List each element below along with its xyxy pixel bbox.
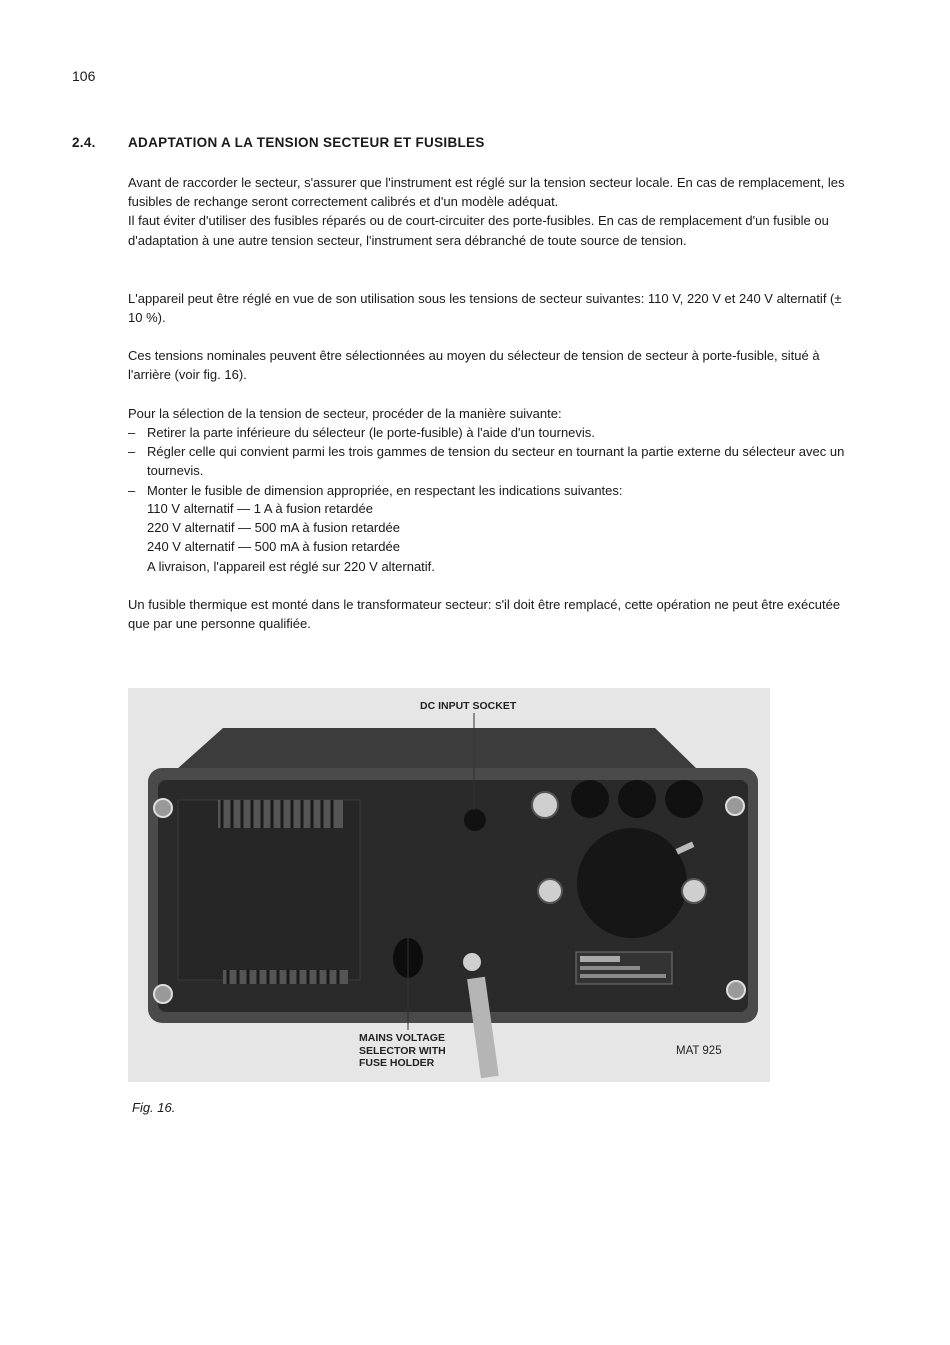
figure-caption: Fig. 16. [132,1100,176,1115]
rear-panel-photo [128,688,770,1082]
label-dc-input-socket: DC INPUT SOCKET [420,700,517,712]
paragraph-voltages: L'appareil peut être réglé en vue de son utilisation sous les tensions de secteur suivantes: 110 V, 220 V et 240 V alternatif (± 10 %). [128,291,842,326]
section-heading [72,135,485,150]
paragraph-procedure: Pour la sélection de la tension de secteur, procéder de la manière suivante: [128,406,562,421]
paragraph-intro-line2: Il faut éviter d'utiliser des fusibles réparés ou de court-circuiter des porte-fusibles. En cas de remplacement d'un fusible ou d'adaptation à une autre tension secteur, l'instrument sera débranché de toute source de tension. [128,213,829,248]
label-mains-line3: FUSE HOLDER [359,1057,435,1069]
instrument-rear-illustration [128,688,770,1082]
fuse-ratings [147,499,435,576]
paragraph-selector: Ces tensions nominales peuvent être sélectionnées au moyen du sélecteur de tension de secteur à porte-fusible, situé à l'arrière (voir fig. 16). [128,348,820,383]
section-title: ADAPTATION A LA TENSION SECTEUR ET FUSIBLES [128,135,485,150]
fuse-rating-220: 220 V alternatif — 500 mA à fusion retardée [147,520,400,536]
fuse-rating-110: 110 V alternatif — 1 A à fusion retardée [147,501,373,516]
label-mains-line2: SELECTOR WITH [359,1044,446,1057]
section-number: 2.4. [72,135,96,150]
paragraph-intro [128,173,848,250]
list-item: – Monter le fusible de dimension appropriée, en respectant les indications suivantes: [128,481,848,500]
delivery-note: A livraison, l'appareil est réglé sur 220 V alternatif. [147,558,435,574]
list-item: – Régler celle qui convient parmi les trois gammes de tension du secteur en tournant la partie externe du sélecteur avec un tournevis. [128,442,848,480]
paragraph-thermal-fuse: Un fusible thermique est monté dans le transformateur secteur: s'il doit être remplacé, cette opération ne peut être exécutée que par une personne qualifiée. [128,597,841,632]
page-number: 106 [72,68,96,84]
label-mains-voltage-selector [359,1032,446,1070]
label-mat-number: MAT 925 [676,1045,722,1057]
fuse-rating-240: 240 V alternatif — 500 mA à fusion retardée [147,539,400,555]
label-mains-line1: MAINS VOLTAGE [359,1032,445,1044]
list-item: – Retirer la parte inférieure du sélecteur (le porte-fusible) à l'aide d'un tournevis. [128,423,848,442]
procedure-list [128,423,848,500]
paragraph-intro-line1: Avant de raccorder le secteur, s'assurer que l'instrument est réglé sur la tension secteur locale. En cas de remplacement, les fusibles de rechange seront correctement calibrés et d'un modèle adéquat. [128,175,845,210]
